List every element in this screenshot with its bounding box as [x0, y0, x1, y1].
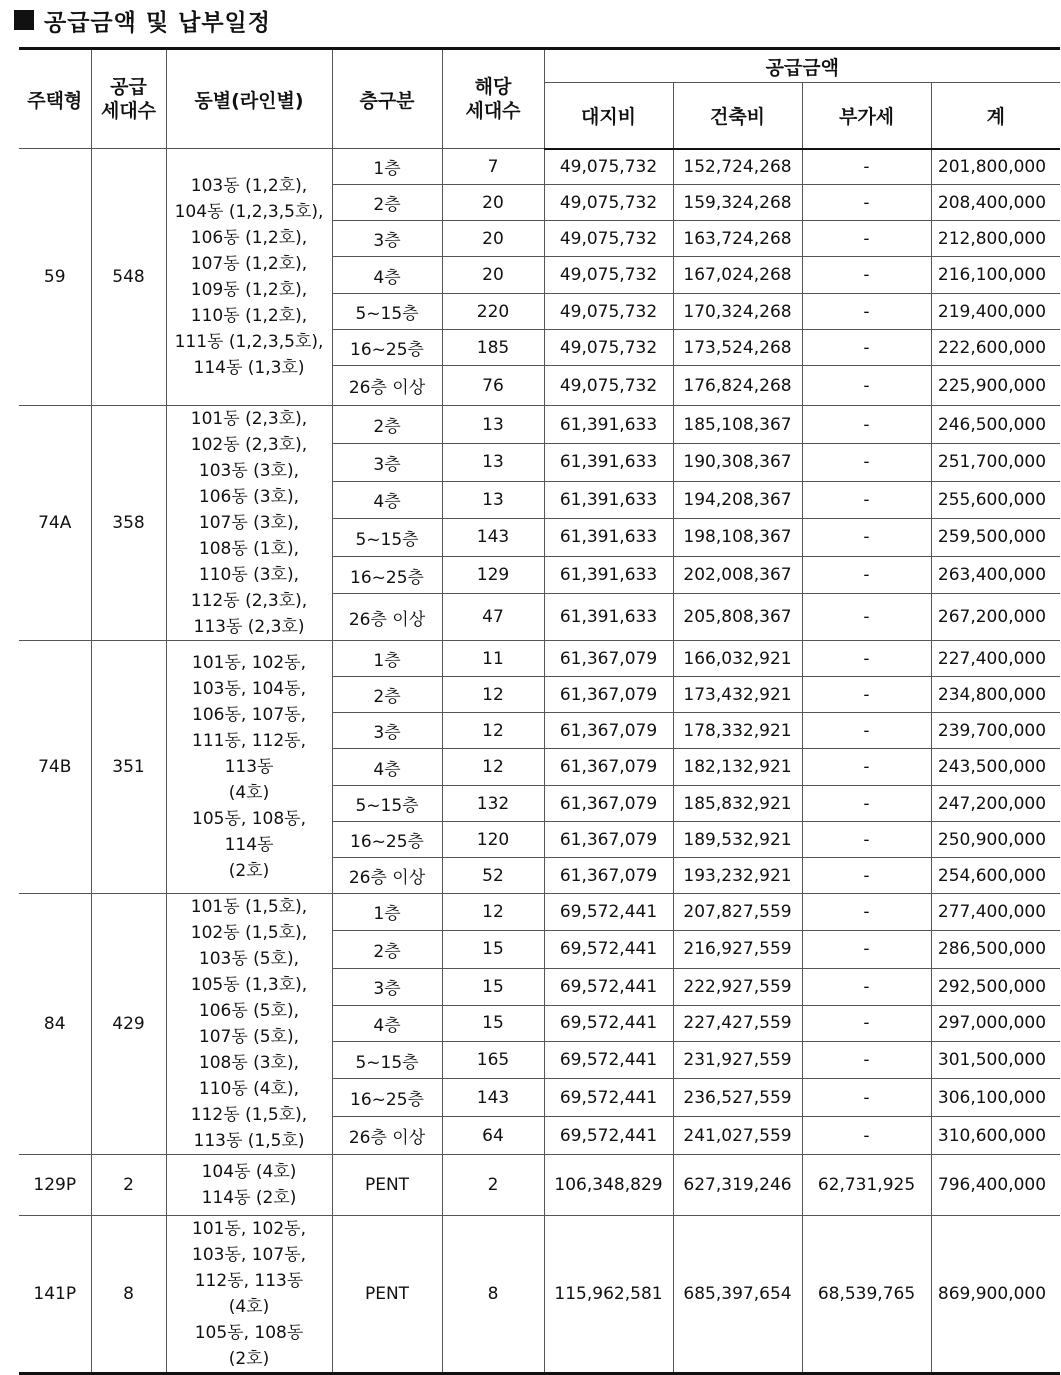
cell-vat: - — [802, 185, 931, 221]
cell-land: 49,075,732 — [544, 366, 673, 406]
cell-total: 208,400,000 — [931, 185, 1060, 221]
cell-land: 61,391,633 — [544, 444, 673, 481]
cell-vat: - — [802, 858, 931, 894]
cell-land: 49,075,732 — [544, 185, 673, 221]
cell-vat: - — [802, 481, 931, 518]
cell-floor: 5~15층 — [332, 1042, 442, 1079]
cell-total: 255,600,000 — [931, 481, 1060, 518]
cell-vat: - — [802, 557, 931, 594]
cell-building: 193,232,921 — [673, 858, 802, 894]
cell-units: 11 — [442, 641, 544, 677]
cell-floor: 3층 — [332, 968, 442, 1005]
table-row — [19, 894, 1060, 931]
cell-building: 227,427,559 — [673, 1005, 802, 1042]
cell-total: 247,200,000 — [931, 786, 1060, 822]
cell-floor: 4층 — [332, 257, 442, 294]
cell-dong: 101동, 102동, 103동, 107동, 112동, 113동 (4호) 105동, 108동 (2호) — [166, 1216, 332, 1374]
cell-land: 61,391,633 — [544, 518, 673, 556]
cell-building: 189,532,921 — [673, 822, 802, 858]
header-vat: 부가세 — [802, 83, 931, 149]
cell-vat: - — [802, 641, 931, 677]
cell-floor: 16~25층 — [332, 1079, 442, 1117]
cell-floor: 2층 — [332, 406, 442, 444]
cell-units: 64 — [442, 1117, 544, 1155]
cell-total: 259,500,000 — [931, 518, 1060, 556]
cell-total: 234,800,000 — [931, 677, 1060, 713]
cell-supply-units: 8 — [91, 1216, 166, 1374]
cell-land: 69,572,441 — [544, 1117, 673, 1155]
cell-units: 220 — [442, 294, 544, 330]
cell-building: 152,724,268 — [673, 149, 802, 185]
header-dong: 동별(라인별) — [166, 49, 332, 149]
cell-type: 74B — [19, 641, 91, 894]
cell-total: 222,600,000 — [931, 330, 1060, 366]
cell-units: 20 — [442, 257, 544, 294]
cell-dong: 101동, 102동, 103동, 104동, 106동, 107동, 111동, 112동, 113동 (4호) 105동, 108동, 114동 (2호) — [166, 641, 332, 894]
table-row — [19, 406, 1060, 444]
cell-building: 176,824,268 — [673, 366, 802, 406]
cell-units: 8 — [442, 1216, 544, 1374]
cell-land: 61,367,079 — [544, 858, 673, 894]
cell-floor: 5~15층 — [332, 786, 442, 822]
cell-type: 74A — [19, 406, 91, 641]
cell-total: 301,500,000 — [931, 1042, 1060, 1079]
cell-land: 49,075,732 — [544, 149, 673, 185]
cell-building: 185,108,367 — [673, 406, 802, 444]
cell-type: 141P — [19, 1216, 91, 1374]
cell-type: 59 — [19, 149, 91, 406]
cell-land: 61,391,633 — [544, 557, 673, 594]
cell-dong: 103동 (1,2호), 104동 (1,2,3,5호), 106동 (1,2호), 107동 (1,2호), 109동 (1,2호), 110동 (1,2호), 111동 (1,2,3,5호), 114동 (1,3호) — [166, 149, 332, 406]
cell-total: 254,600,000 — [931, 858, 1060, 894]
cell-vat: - — [802, 1005, 931, 1042]
cell-building: 182,132,921 — [673, 749, 802, 786]
cell-vat: - — [802, 406, 931, 444]
cell-land: 61,367,079 — [544, 749, 673, 786]
cell-total: 310,600,000 — [931, 1117, 1060, 1155]
cell-building: 216,927,559 — [673, 930, 802, 968]
cell-floor: 4층 — [332, 749, 442, 786]
cell-total: 277,400,000 — [931, 894, 1060, 931]
cell-units: 47 — [442, 594, 544, 641]
cell-vat: - — [802, 257, 931, 294]
cell-building: 236,527,559 — [673, 1079, 802, 1117]
cell-type: 129P — [19, 1155, 91, 1216]
cell-units: 20 — [442, 185, 544, 221]
table-row — [19, 1155, 1060, 1216]
cell-land: 61,367,079 — [544, 822, 673, 858]
header-type: 주택형 — [19, 49, 91, 149]
cell-land: 61,391,633 — [544, 594, 673, 641]
cell-vat: - — [802, 366, 931, 406]
cell-units: 76 — [442, 366, 544, 406]
cell-vat: - — [802, 894, 931, 931]
cell-land: 61,367,079 — [544, 641, 673, 677]
cell-floor: 3층 — [332, 713, 442, 749]
cell-floor: 2층 — [332, 677, 442, 713]
cell-floor: PENT — [332, 1155, 442, 1216]
header-row-top — [19, 49, 1060, 83]
cell-land: 61,391,633 — [544, 481, 673, 518]
cell-building: 170,324,268 — [673, 294, 802, 330]
cell-units: 20 — [442, 221, 544, 257]
cell-land: 69,572,441 — [544, 930, 673, 968]
table-row — [19, 149, 1060, 185]
cell-units: 132 — [442, 786, 544, 822]
cell-vat: - — [802, 1042, 931, 1079]
supply-price-table — [19, 47, 1060, 1375]
cell-total: 243,500,000 — [931, 749, 1060, 786]
cell-vat: - — [802, 518, 931, 556]
cell-building: 194,208,367 — [673, 481, 802, 518]
cell-building: 241,027,559 — [673, 1117, 802, 1155]
cell-building: 207,827,559 — [673, 894, 802, 931]
cell-floor: 16~25층 — [332, 822, 442, 858]
cell-land: 61,391,633 — [544, 406, 673, 444]
cell-land: 49,075,732 — [544, 257, 673, 294]
cell-units: 12 — [442, 749, 544, 786]
cell-land: 69,572,441 — [544, 968, 673, 1005]
cell-units: 120 — [442, 822, 544, 858]
cell-land: 49,075,732 — [544, 330, 673, 366]
header-land: 대지비 — [544, 83, 673, 149]
cell-floor: 4층 — [332, 481, 442, 518]
cell-floor: 16~25층 — [332, 330, 442, 366]
cell-vat: - — [802, 444, 931, 481]
cell-land: 69,572,441 — [544, 1079, 673, 1117]
cell-vat: - — [802, 677, 931, 713]
cell-floor: 16~25층 — [332, 557, 442, 594]
cell-building: 178,332,921 — [673, 713, 802, 749]
cell-land: 69,572,441 — [544, 894, 673, 931]
cell-building: 627,319,246 — [673, 1155, 802, 1216]
cell-total: 219,400,000 — [931, 294, 1060, 330]
cell-units: 15 — [442, 968, 544, 1005]
cell-building: 173,432,921 — [673, 677, 802, 713]
cell-units: 143 — [442, 1079, 544, 1117]
header-units: 해당 세대수 — [442, 49, 544, 149]
cell-vat: - — [802, 749, 931, 786]
cell-total: 286,500,000 — [931, 930, 1060, 968]
cell-units: 13 — [442, 481, 544, 518]
cell-vat: - — [802, 713, 931, 749]
cell-total: 251,700,000 — [931, 444, 1060, 481]
header-supply-units: 공급 세대수 — [91, 49, 166, 149]
cell-building: 185,832,921 — [673, 786, 802, 822]
cell-total: 201,800,000 — [931, 149, 1060, 185]
cell-supply-units: 358 — [91, 406, 166, 641]
header-total: 계 — [931, 83, 1060, 149]
cell-floor: 2층 — [332, 930, 442, 968]
cell-total: 869,900,000 — [931, 1216, 1060, 1374]
cell-units: 52 — [442, 858, 544, 894]
cell-units: 15 — [442, 930, 544, 968]
cell-vat: - — [802, 221, 931, 257]
cell-units: 13 — [442, 406, 544, 444]
cell-units: 185 — [442, 330, 544, 366]
cell-floor: 3층 — [332, 444, 442, 481]
cell-vat: 68,539,765 — [802, 1216, 931, 1374]
cell-units: 12 — [442, 713, 544, 749]
cell-supply-units: 2 — [91, 1155, 166, 1216]
cell-total: 239,700,000 — [931, 713, 1060, 749]
cell-total: 216,100,000 — [931, 257, 1060, 294]
cell-total: 250,900,000 — [931, 822, 1060, 858]
cell-type: 84 — [19, 894, 91, 1155]
cell-total: 246,500,000 — [931, 406, 1060, 444]
cell-dong: 101동 (2,3호), 102동 (2,3호), 103동 (3호), 106동 (3호), 107동 (3호), 108동 (1호), 110동 (3호), 112동 (2,3호), 113동 (2,3호) — [166, 406, 332, 641]
cell-floor: 1층 — [332, 894, 442, 931]
header-supply-amount: 공급금액 — [544, 49, 1060, 83]
table-row — [19, 1216, 1060, 1374]
cell-land: 61,367,079 — [544, 677, 673, 713]
cell-vat: - — [802, 968, 931, 1005]
cell-units: 7 — [442, 149, 544, 185]
cell-land: 49,075,732 — [544, 221, 673, 257]
cell-floor: 1층 — [332, 149, 442, 185]
cell-building: 198,108,367 — [673, 518, 802, 556]
section-title-text: 공급금액 및 납부일정 — [44, 9, 271, 36]
header-building: 건축비 — [673, 83, 802, 149]
table-row — [19, 641, 1060, 677]
cell-units: 129 — [442, 557, 544, 594]
cell-building: 205,808,367 — [673, 594, 802, 641]
cell-units: 2 — [442, 1155, 544, 1216]
cell-floor: 4층 — [332, 1005, 442, 1042]
cell-units: 165 — [442, 1042, 544, 1079]
table-body — [19, 149, 1060, 1374]
square-bullet-icon — [14, 10, 34, 30]
cell-floor: PENT — [332, 1216, 442, 1374]
cell-land: 115,962,581 — [544, 1216, 673, 1374]
cell-floor: 2층 — [332, 185, 442, 221]
cell-floor: 26층 이상 — [332, 366, 442, 406]
cell-land: 69,572,441 — [544, 1005, 673, 1042]
header-floor: 층구분 — [332, 49, 442, 149]
cell-vat: - — [802, 822, 931, 858]
cell-vat: 62,731,925 — [802, 1155, 931, 1216]
cell-vat: - — [802, 930, 931, 968]
cell-units: 15 — [442, 1005, 544, 1042]
cell-floor: 3층 — [332, 221, 442, 257]
section-title — [14, 2, 271, 38]
cell-total: 292,500,000 — [931, 968, 1060, 1005]
cell-building: 173,524,268 — [673, 330, 802, 366]
cell-total: 297,000,000 — [931, 1005, 1060, 1042]
cell-floor: 5~15층 — [332, 294, 442, 330]
cell-dong: 104동 (4호) 114동 (2호) — [166, 1155, 332, 1216]
cell-vat: - — [802, 1117, 931, 1155]
cell-units: 12 — [442, 894, 544, 931]
cell-floor: 1층 — [332, 641, 442, 677]
cell-building: 685,397,654 — [673, 1216, 802, 1374]
cell-units: 13 — [442, 444, 544, 481]
cell-floor: 26층 이상 — [332, 858, 442, 894]
cell-units: 12 — [442, 677, 544, 713]
cell-vat: - — [802, 330, 931, 366]
cell-total: 796,400,000 — [931, 1155, 1060, 1216]
cell-land: 61,367,079 — [544, 713, 673, 749]
cell-land: 69,572,441 — [544, 1042, 673, 1079]
cell-total: 267,200,000 — [931, 594, 1060, 641]
cell-units: 143 — [442, 518, 544, 556]
cell-total: 306,100,000 — [931, 1079, 1060, 1117]
cell-building: 159,324,268 — [673, 185, 802, 221]
cell-building: 167,024,268 — [673, 257, 802, 294]
cell-total: 227,400,000 — [931, 641, 1060, 677]
cell-vat: - — [802, 294, 931, 330]
cell-dong: 101동 (1,5호), 102동 (1,5호), 103동 (5호), 105동 (1,3호), 106동 (5호), 107동 (5호), 108동 (3호), 110동 (4호), 112동 (1,5호), 113동 (1,5호) — [166, 894, 332, 1155]
cell-building: 190,308,367 — [673, 444, 802, 481]
cell-vat: - — [802, 786, 931, 822]
cell-floor: 5~15층 — [332, 518, 442, 556]
cell-building: 166,032,921 — [673, 641, 802, 677]
cell-vat: - — [802, 1079, 931, 1117]
cell-land: 49,075,732 — [544, 294, 673, 330]
cell-floor: 26층 이상 — [332, 1117, 442, 1155]
cell-building: 222,927,559 — [673, 968, 802, 1005]
cell-total: 212,800,000 — [931, 221, 1060, 257]
cell-total: 263,400,000 — [931, 557, 1060, 594]
cell-vat: - — [802, 149, 931, 185]
cell-building: 202,008,367 — [673, 557, 802, 594]
cell-supply-units: 548 — [91, 149, 166, 406]
cell-land: 106,348,829 — [544, 1155, 673, 1216]
cell-building: 231,927,559 — [673, 1042, 802, 1079]
cell-total: 225,900,000 — [931, 366, 1060, 406]
cell-vat: - — [802, 594, 931, 641]
cell-building: 163,724,268 — [673, 221, 802, 257]
cell-floor: 26층 이상 — [332, 594, 442, 641]
cell-supply-units: 351 — [91, 641, 166, 894]
cell-supply-units: 429 — [91, 894, 166, 1155]
cell-land: 61,367,079 — [544, 786, 673, 822]
